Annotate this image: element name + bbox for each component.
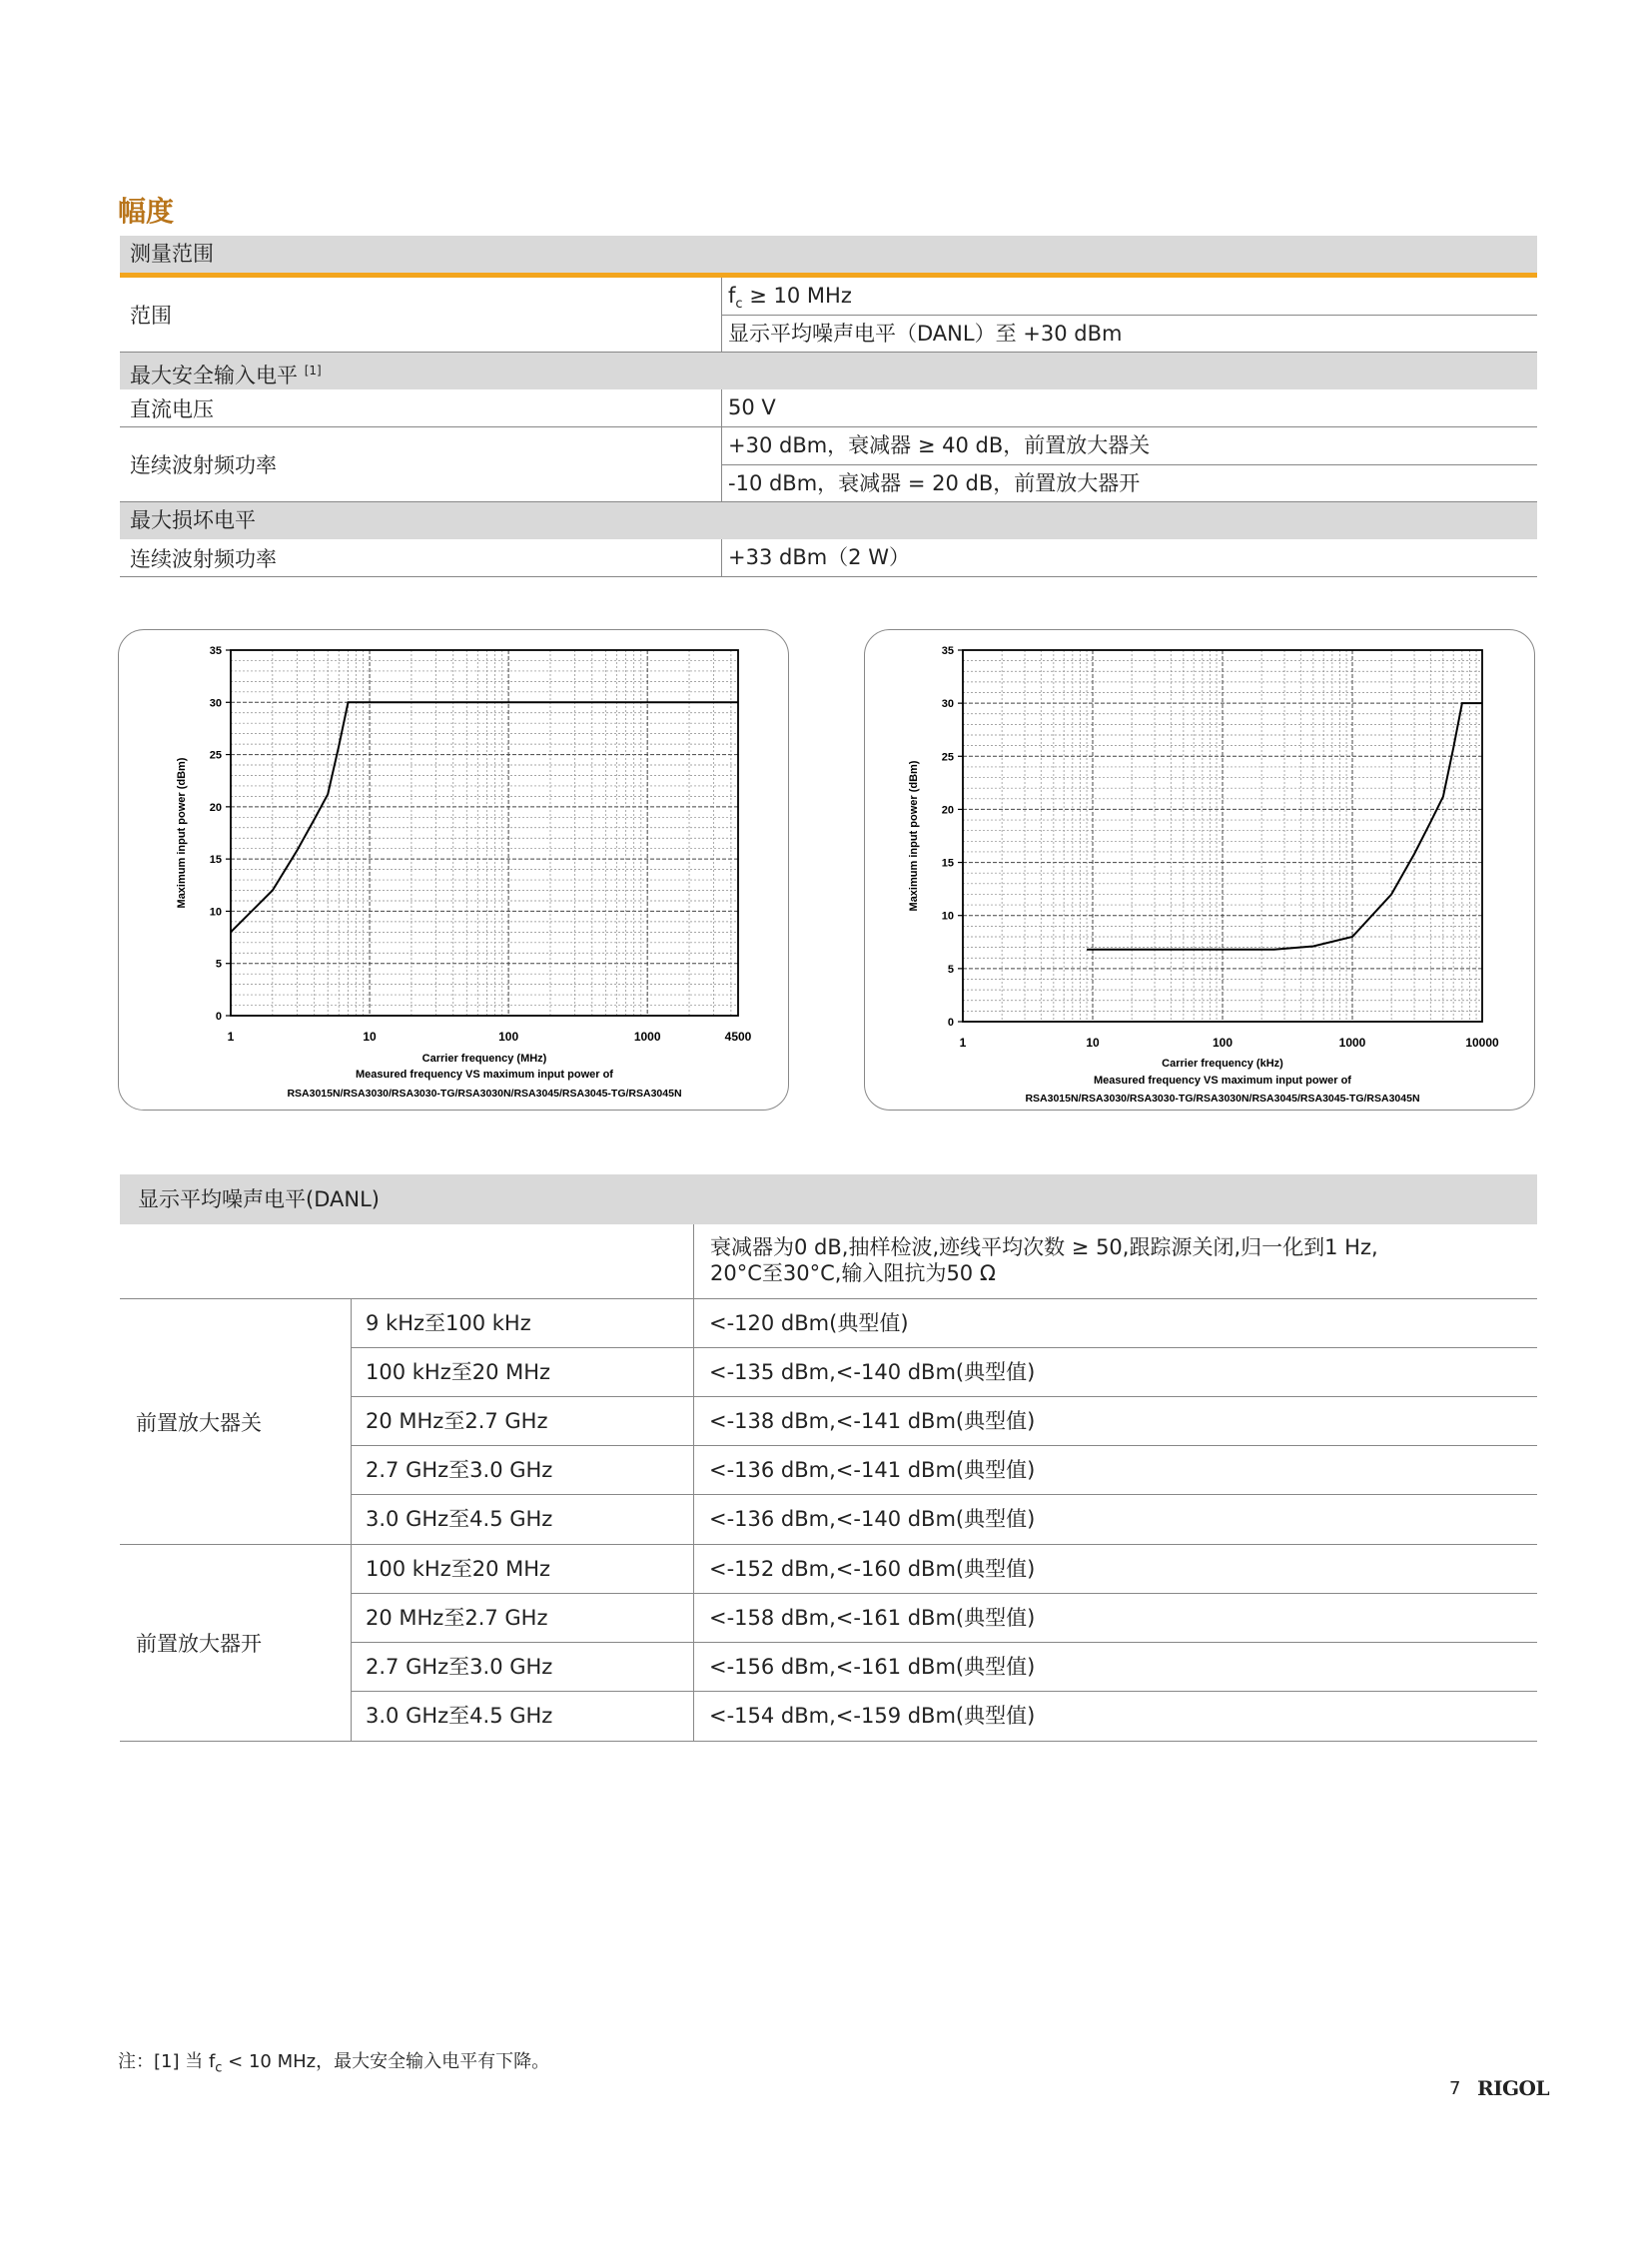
- danl-row: [352, 1545, 1537, 1594]
- y-tick-label: 30: [209, 697, 222, 710]
- y-tick-label: 35: [209, 645, 222, 657]
- dc-voltage-row: [120, 389, 1537, 427]
- danl-value: <-136 dBm,<-141 dBm(典型值): [709, 1458, 1036, 1482]
- x-tick-label: 1: [227, 1030, 235, 1044]
- x-tick-label: 100: [498, 1030, 519, 1044]
- danl-value: <-154 dBm,<-159 dBm(典型值): [709, 1704, 1036, 1728]
- danl-freq-range: 3.0 GHz至4.5 GHz: [352, 1692, 694, 1741]
- damage-cw-row: [120, 539, 1537, 577]
- danl-row: [352, 1692, 1537, 1741]
- y-tick-label: 20: [941, 804, 954, 817]
- x-axis-label: Carrier frequency (MHz): [421, 1053, 547, 1065]
- danl-row: [352, 1397, 1537, 1446]
- cw-power-value-preamp-off: +30 dBm，衰减器 ≥ 40 dB，前置放大器关: [728, 433, 1151, 457]
- danl-condition-row: [120, 1224, 1537, 1299]
- chart-caption-line2: RSA3015N/RSA3030/RSA3030-TG/RSA3030N/RSA3045/RSA3045-TG/RSA3045N: [287, 1088, 682, 1100]
- danl-row: [352, 1348, 1537, 1397]
- y-tick-label: 25: [941, 751, 954, 764]
- x-tick-label: 1000: [633, 1030, 661, 1044]
- chart-max-input-khz: [864, 629, 1535, 1111]
- danl-row: [352, 1446, 1537, 1495]
- x-axis-label: Carrier frequency (kHz): [1162, 1058, 1283, 1070]
- danl-freq-range: 100 kHz至20 MHz: [352, 1545, 694, 1593]
- section-title: 幅度: [118, 195, 175, 228]
- chart-svg-khz: [865, 630, 1536, 1112]
- danl-value: <-158 dBm,<-161 dBm(典型值): [709, 1606, 1036, 1630]
- x-tick-label: 100: [1212, 1036, 1234, 1050]
- y-tick-label: 15: [941, 857, 954, 870]
- y-tick-label: 10: [209, 906, 222, 919]
- cw-power-row: [120, 427, 1537, 502]
- chart-max-input-mhz: [118, 629, 789, 1111]
- rigol-logo: RIGOL: [1477, 2076, 1550, 2100]
- x-tick-label: 1000: [1338, 1036, 1366, 1050]
- chart-caption-line2: RSA3015N/RSA3030/RSA3030-TG/RSA3030N/RSA3045/RSA3045-TG/RSA3045N: [1025, 1093, 1420, 1105]
- danl-row: [352, 1643, 1537, 1692]
- y-tick-label: 15: [209, 854, 222, 867]
- y-tick-label: 35: [941, 645, 954, 657]
- x-tick-label: 10: [363, 1030, 377, 1044]
- y-tick-label: 20: [209, 801, 222, 814]
- range-label: 范围: [120, 278, 722, 352]
- danl-freq-range: 100 kHz至20 MHz: [352, 1348, 694, 1396]
- y-tick-label: 30: [941, 698, 954, 711]
- danl-freq-range: 20 MHz至2.7 GHz: [352, 1594, 694, 1642]
- footnote: 注：[1] 当 $f_c < 10$ MHz，最大安全输入电平有下降。: [118, 2051, 550, 2076]
- danl-value: <-138 dBm,<-141 dBm(典型值): [709, 1409, 1036, 1433]
- y-axis-label: Maximum input power (dBm): [908, 760, 920, 912]
- range-value-fc: $f_c \ge 10$ MHz: [728, 284, 852, 313]
- danl-value: <-136 dBm,<-140 dBm(典型值): [709, 1507, 1036, 1531]
- danl-group: [120, 1545, 1537, 1742]
- damage-cw-value: +33 dBm（2 W）: [728, 545, 910, 569]
- danl-row: [352, 1594, 1537, 1643]
- danl-freq-range: 9 kHz至100 kHz: [352, 1299, 694, 1347]
- dc-voltage-value: 50 V: [728, 395, 776, 419]
- danl-row: [352, 1299, 1537, 1348]
- chart-caption-line1: Measured frequency VS maximum input power of: [356, 1069, 613, 1081]
- danl-row: [352, 1495, 1537, 1544]
- range-row: [120, 278, 1537, 353]
- amplitude-spec-table: [120, 236, 1537, 577]
- danl-group-name: 前置放大器开: [120, 1545, 352, 1741]
- danl-value: <-152 dBm,<-160 dBm(典型值): [709, 1557, 1036, 1581]
- danl-header: 显示平均噪声电平(DANL): [120, 1174, 1537, 1224]
- cw-power-value-preamp-on: -10 dBm，衰减器 = 20 dB，前置放大器开: [722, 464, 1537, 501]
- y-tick-label: 5: [947, 963, 954, 976]
- danl-freq-range: 2.7 GHz至3.0 GHz: [352, 1643, 694, 1691]
- danl-condition: 衰减器为0 dB,抽样检波,迹线平均次数 ≥ 50,跟踪源关闭,归一化到1 Hz, 20°C至30°C,输入阻抗为50 Ω: [710, 1235, 1378, 1285]
- danl-value: <-135 dBm,<-140 dBm(典型值): [709, 1360, 1036, 1384]
- chart-caption-line1: Measured frequency VS maximum input power of: [1094, 1075, 1351, 1087]
- x-tick-label: 10: [1086, 1036, 1100, 1050]
- cw-power-label: 连续波射频功率: [120, 427, 722, 501]
- y-tick-label: 25: [209, 749, 222, 762]
- x-tick-label: 10000: [1465, 1036, 1499, 1050]
- y-axis-label: Maximum input power (dBm): [176, 757, 188, 909]
- danl-freq-range: 3.0 GHz至4.5 GHz: [352, 1495, 694, 1544]
- damage-cw-label: 连续波射频功率: [120, 539, 722, 576]
- page-number: 7: [1449, 2078, 1461, 2099]
- max-safe-input-header: 最大安全输入电平 [1]: [120, 353, 1537, 389]
- danl-freq-range: 20 MHz至2.7 GHz: [352, 1397, 694, 1445]
- danl-value: <-120 dBm(典型值): [709, 1311, 909, 1335]
- x-tick-label: 1: [959, 1036, 967, 1050]
- y-tick-label: 5: [215, 958, 222, 971]
- danl-group: [120, 1299, 1537, 1545]
- danl-freq-range: 2.7 GHz至3.0 GHz: [352, 1446, 694, 1494]
- y-tick-label: 10: [941, 910, 954, 923]
- danl-group-name: 前置放大器关: [120, 1299, 352, 1544]
- y-tick-label: 0: [947, 1017, 954, 1029]
- dc-voltage-label: 直流电压: [120, 389, 722, 426]
- max-damage-header: 最大损坏电平: [120, 502, 1537, 539]
- danl-table: [120, 1174, 1537, 1742]
- x-tick-label: 4500: [724, 1030, 752, 1044]
- danl-value: <-156 dBm,<-161 dBm(典型值): [709, 1655, 1036, 1679]
- range-value-danl: 显示平均噪声电平（DANL）至 +30 dBm: [722, 315, 1537, 352]
- measure-range-header: 测量范围: [120, 236, 1537, 278]
- y-tick-label: 0: [215, 1011, 222, 1023]
- chart-svg-mhz: [119, 630, 790, 1112]
